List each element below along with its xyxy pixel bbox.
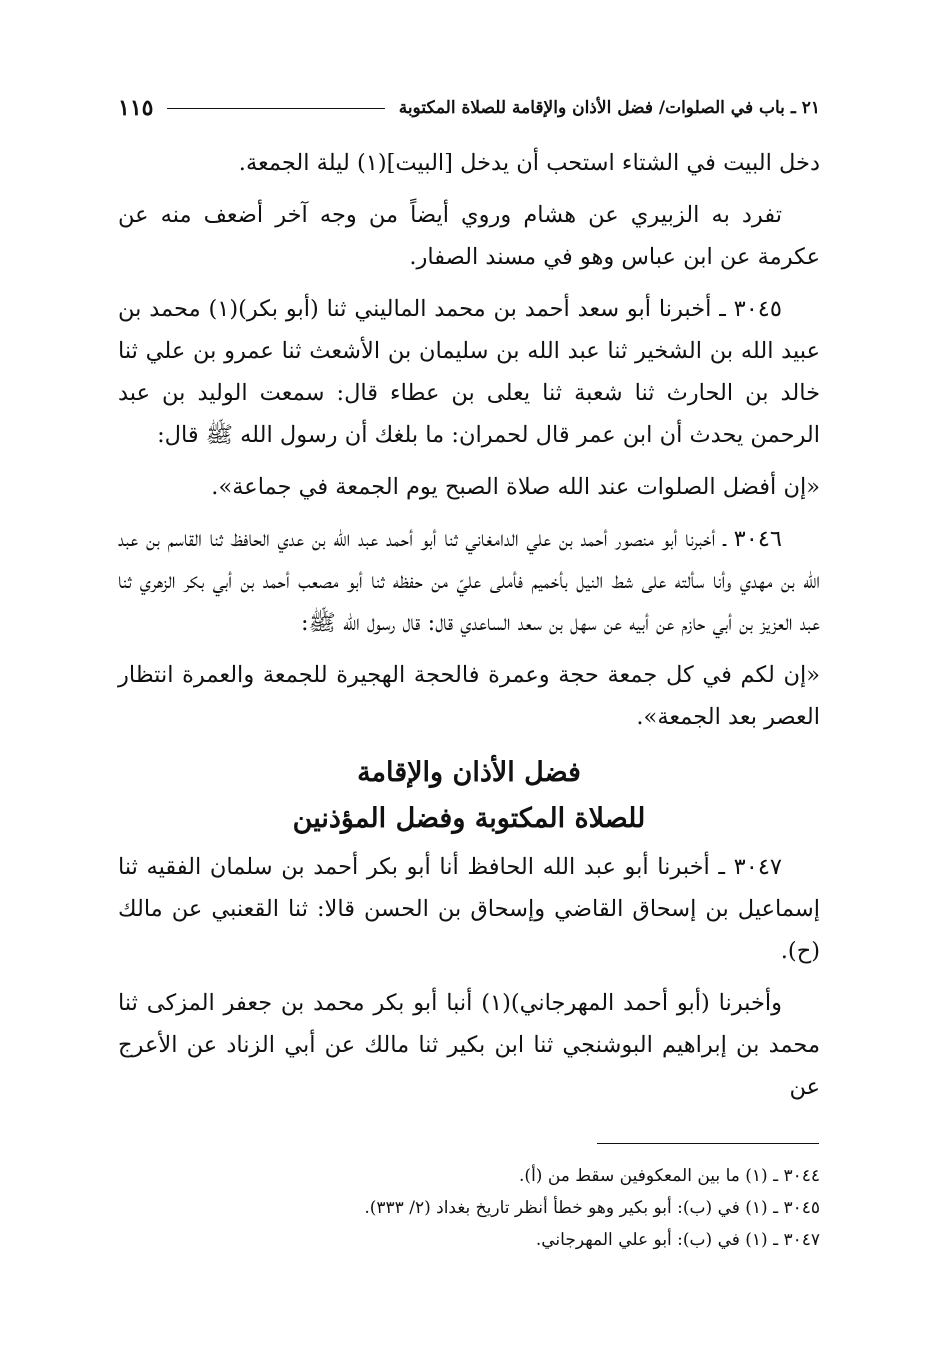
hadith-3045-matn: «إن أفضل الصلوات عند الله صلاة الصبح يوم الجمعة في جماعة». <box>211 474 820 500</box>
footnote-3044: ٣٠٤٤ ـ (١) ما بين المعكوفين سقط من (أ). <box>519 1166 820 1186</box>
main-text <box>118 142 820 1108</box>
running-title: ٢١ ـ باب في الصلوات/ فضل الأذان والإقامة للصلاة المكتوبة <box>398 98 820 118</box>
page-number: ١١٥ <box>118 95 154 121</box>
header-rule <box>167 108 384 109</box>
hadith-3046-isnad: ٣٠٤٦ ـ أخبرنا أبو منصور أحمد بن علي الدامغاني ثنا أبو أحمد عبد الله بن عدي الحافظ ثنا القاسم بن عبد الله بن مهدي وأنا سألته على شط النيل بأخميم فأملى عليّ من حفظه ثنا أبو مصعب أحمد بن أبي بكر الزهري ثنا عبد العزيز بن أبي حازم عن أبيه عن سهل بن سعد الساعدي قال: قال رسول الله ﷺ: <box>118 526 820 636</box>
hadith-3047-second-isnad: وأخبرنا (أبو أحمد المهرجاني)(١) أنبا أبو بكر محمد بن جعفر المزكى ثنا محمد بن إبراهيم البوشنجي ثنا ابن بكير ثنا مالك عن أبي الزناد عن الأعرج عن <box>118 990 820 1100</box>
footnotes <box>118 1160 820 1256</box>
hadith-3047-isnad: ٣٠٤٧ ـ أخبرنا أبو عبد الله الحافظ أنا أبو بكر أحمد بن سلمان الفقيه ثنا إسماعيل بن إسحاق القاضي وإسحاق بن الحسن قالا: ثنا القعنبي عن مالك (ح). <box>118 854 820 964</box>
footnote-3047: ٣٠٤٧ ـ (١) في (ب): أبو علي المهرجاني. <box>535 1230 820 1250</box>
section-heading-line-2: للصلاة المكتوبة وفضل المؤذنين <box>292 803 646 834</box>
section-heading-line-1: فضل الأذان والإقامة <box>357 757 581 788</box>
footnote-3045: ٣٠٤٥ ـ (١) في (ب): أبو بكير وهو خطأ أنظر تاريخ بغداد (٢/ ٣٣٣). <box>364 1198 820 1218</box>
section-heading <box>118 750 820 842</box>
paragraph-continuation: دخل البيت في الشتاء استحب أن يدخل [البيت](١) ليلة الجمعة. <box>238 150 820 176</box>
hadith-3045-isnad: ٣٠٤٥ ـ أخبرنا أبو سعد أحمد بن محمد الماليني ثنا (أبو بكر)(١) محمد بن عبيد الله بن الشخير ثنا عبد الله بن سليمان بن الأشعث ثنا عمرو بن علي ثنا خالد بن الحارث ثنا شعبة ثنا يعلى بن عطاء قال: سمعت الوليد بن عبد الرحمن يحدث أن ابن عمر قال لحمران: ما بلغك أن رسول الله ﷺ قال: <box>118 296 820 448</box>
footnote-separator <box>597 1143 819 1144</box>
page-header <box>118 88 820 128</box>
paragraph-commentary: تفرد به الزبيري عن هشام وروي أيضاً من وجه آخر أضعف منه عن عكرمة عن ابن عباس وهو في مسند الصفار. <box>118 202 820 270</box>
hadith-3046-matn: «إن لكم في كل جمعة حجة وعمرة فالحجة الهجيرة للجمعة والعمرة انتظار العصر بعد الجمعة». <box>118 662 820 730</box>
